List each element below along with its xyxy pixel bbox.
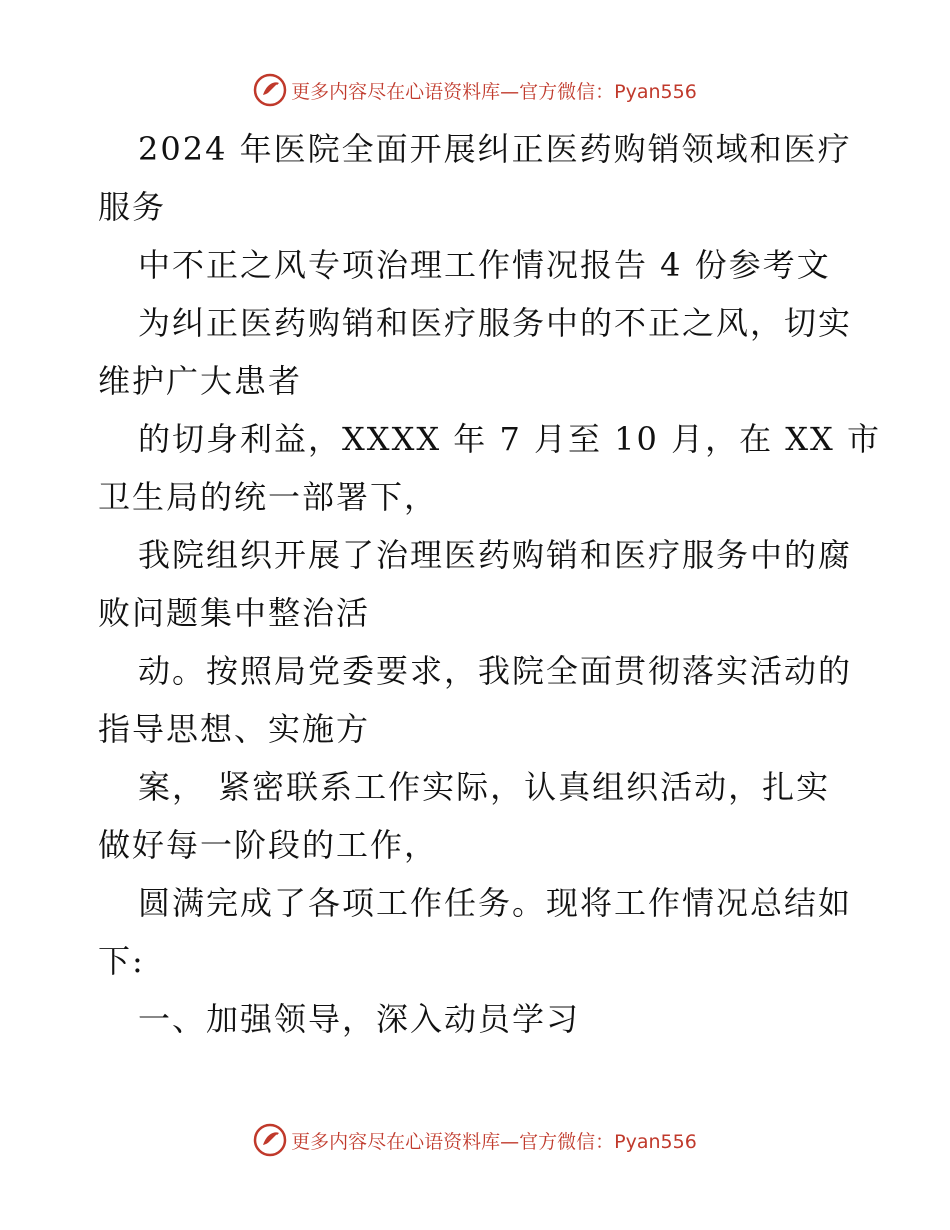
paragraph-line: 卫生局的统一部署下， bbox=[98, 478, 439, 516]
footer-watermark-banner bbox=[0, 1120, 950, 1160]
title-line: 2024 年医院全面开展纠正医药购销领域和医疗 bbox=[138, 130, 852, 168]
paragraph-line: 案， 紧密联系工作实际，认真组织活动，扎实 bbox=[138, 768, 831, 806]
watermark-text: 更多内容尽在心语资料库—官方微信：Pyan556 bbox=[291, 80, 697, 103]
paragraph-line: 的切身利益，XXXX 年 7 月至 10 月，在 XX 市 bbox=[138, 420, 881, 458]
watermark-text: 更多内容尽在心语资料库—官方微信：Pyan556 bbox=[291, 1130, 697, 1153]
title-line: 服务 bbox=[98, 188, 167, 226]
document-body bbox=[98, 120, 881, 1048]
paragraph-line: 维护广大患者 bbox=[98, 362, 303, 400]
paragraph-line: 指导思想、实施方 bbox=[98, 710, 371, 748]
section-heading: 一、加强领导，深入动员学习 bbox=[138, 1000, 581, 1038]
paragraph-line: 做好每一阶段的工作， bbox=[98, 826, 439, 864]
paragraph-line: 动。按照局党委要求，我院全面贯彻落实活动的 bbox=[138, 652, 853, 690]
title-line: 中不正之风专项治理工作情况报告 4 份参考文 bbox=[138, 246, 831, 284]
paragraph-line: 圆满完成了各项工作任务。现将工作情况总结如 bbox=[138, 884, 853, 922]
paragraph-line: 下: bbox=[98, 942, 145, 980]
paragraph-line: 败问题集中整治活 bbox=[98, 594, 371, 632]
paragraph-line: 我院组织开展了治理医药购销和医疗服务中的腐 bbox=[138, 536, 853, 574]
header-watermark-banner bbox=[0, 70, 950, 110]
paragraph-line: 为纠正医药购销和医疗服务中的不正之风，切实 bbox=[138, 304, 853, 342]
logo-icon bbox=[253, 73, 287, 107]
logo-icon bbox=[253, 1123, 287, 1157]
